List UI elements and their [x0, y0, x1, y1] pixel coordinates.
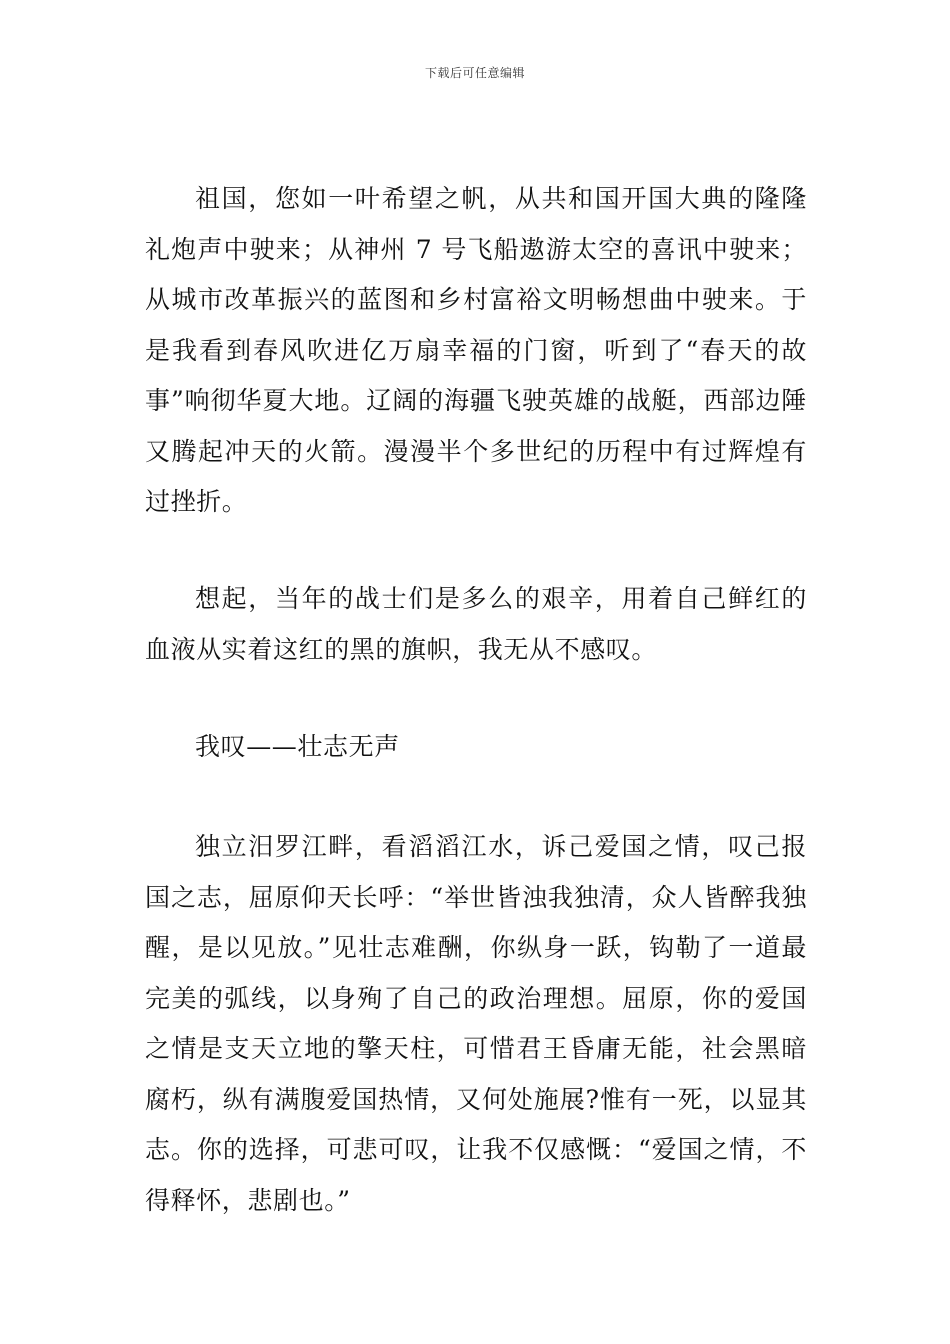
paragraph-qu-yuan: 独立汨罗江畔，看滔滔江水，诉己爱国之情，叹己报国之志，屈原仰天长呼：“举世皆浊我独清，众人皆醉我独醒，是以见放。”见壮志难酬，你纵身一跃，钩勒了一道最完美的弧线，以身殉了自己的政治理想。屈原，你的爱国之情是支天立地的擎天柱，可惜君王昏庸无能，社会黑暗腐朽，纵有满腹爱国热情，又何处施展?惟有一死，以显其志。你的选择，可悲可叹，让我不仅感慨：“爱国之情，不得释怀，悲剧也。” [145, 832, 807, 1215]
section-heading-ambition: 我叹——壮志无声 [195, 732, 400, 761]
page-header-note: 下载后可任意编辑 [424, 66, 525, 80]
paragraph-soldiers-hardship: 想起，当年的战士们是多么的艰辛，用着自己鲜红的血液从实着这红的黑的旗帜，我无从不感叹。 [145, 584, 807, 664]
paragraph-motherland-sail: 祖国，您如一叶希望之帆，从共和国开国大典的隆隆礼炮声中驶来；从神州 7 号飞船遨游太空的喜讯中驶来；从城市改革振兴的蓝图和乡村富裕文明畅想曲中驶来。于是我看到春风吹进亿万扇幸福的门窗，听到了“春天的故事”响彻华夏大地。辽阔的海疆飞驶英雄的战艇，西部边陲又腾起冲天的火箭。漫漫半个多世纪的历程中有过辉煌有过挫折。 [145, 184, 807, 516]
